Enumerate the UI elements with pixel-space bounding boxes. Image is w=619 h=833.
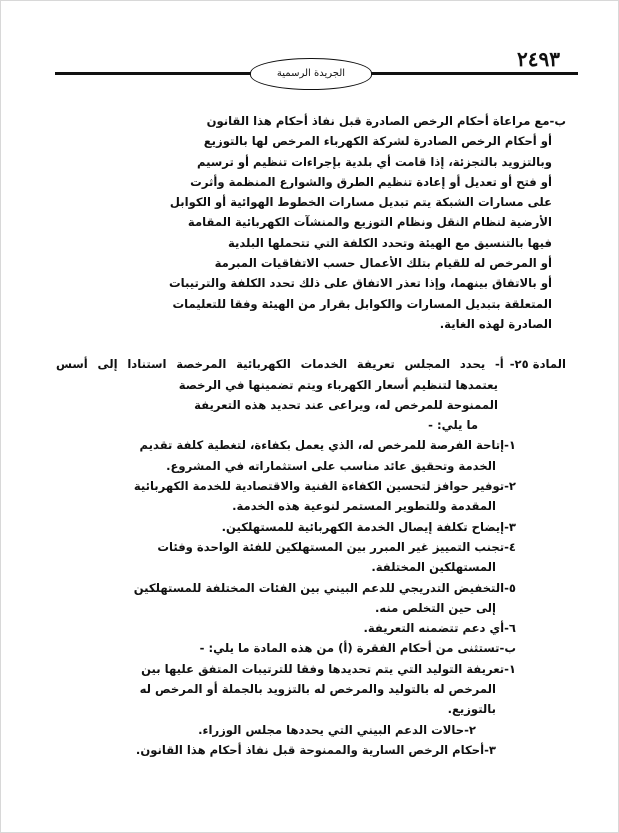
text-line: أو المرخص له للقيام بتلك الأعمال حسب الاتفاقيات المبرمة (214, 256, 552, 271)
section-b-paragraph (56, 111, 566, 334)
list-item-continuation: المستهلكين المختلفة. (371, 560, 496, 575)
text-line: وبالتزويد بالتجزئة، إذا قامت أي بلدية بإجراءات تنظيم أو ترسيم (197, 154, 552, 169)
text-line: على مسارات الشبكة يتم تبديل مسارات الخطوط الهوائية أو الكوابل (169, 195, 552, 210)
list-item: ٥-التخفيض التدريجي للدعم البيني بين الفئات المختلفة للمستهلكين (133, 580, 516, 595)
list-item-continuation: إلى حين التخلص منه. (375, 600, 496, 615)
article-25-list-a (56, 435, 566, 638)
list-item: ١-إتاحة الفرصة للمرخص له، الذي يعمل بكفاءة، لتغطية كلفة تقديم (139, 438, 516, 453)
text-line: الأرضية لنظام النقل ونظام التوزيع والمنشآت الكهربائية المقامة (187, 215, 552, 230)
text-line: فيها بالتنسيق مع الهيئة وتحدد الكلفة التي تتحملها البلدية (227, 235, 552, 250)
list-item: ٤-تجنب التمييز غير المبرر بين المستهلكين للفئة الواحدة وفئات (157, 539, 516, 554)
list-item-continuation: المرخص له بالتوليد والمرخص له بالتزويد بالجملة أو المرخص له (139, 682, 496, 697)
article-25-sub-b (56, 638, 566, 658)
list-item: ٦-أي دعم تتضمنه التعريفة. (363, 621, 516, 636)
text-line: أو فتح أو تعديل أو إعادة تنظيم الطرق والشوارع المنظمة وأثرت (190, 174, 552, 189)
text-line: ب-مع مراعاة أحكام الرخص الصادرة قبل نفاذ أحكام هذا القانون (206, 114, 566, 128)
article-number: المادة ٢٥- (509, 357, 566, 372)
list-item: ٢-حالات الدعم البيني التي يحددها مجلس الوزراء. (198, 722, 476, 737)
text-line: أ- يحدد المجلس تعريفة الخدمات الكهربائية المرخصة استنادا إلى أسس (56, 357, 504, 372)
list-item: ٢-توفير حوافز لتحسين الكفاءة الفنية والاقتصادية للخدمة الكهربائية (133, 479, 516, 494)
text-line: ما يلي: - (428, 418, 478, 433)
text-line: يعتمدها لتنظيم أسعار الكهرباء ويتم تضمينها في الرخصة (178, 377, 498, 392)
list-item: ١-تعريفة التوليد التي يتم تحديدها وفقا للترتيبات المتفق عليها بين (141, 661, 516, 676)
spacer (56, 334, 566, 354)
page-number: ٢٤٩٣ (517, 47, 560, 71)
list-item: ٣-إيضاح تكلفة إيصال الخدمة الكهربائية للمستهلكين. (221, 519, 516, 534)
text-line: أو أحكام الرخص الصادرة لشركة الكهرباء المرخص لها بالتوزيع (203, 134, 552, 149)
journal-name-badge: الجريدة الرسمية (250, 58, 372, 90)
text-line: الممنوحة للمرخص له، ويراعى عند تحديد هذه التعريفة (194, 397, 498, 412)
article-25-heading-line (56, 354, 566, 374)
text-line: الصادرة لهذه الغاية. (439, 316, 552, 331)
list-item: ٣-أحكام الرخص السارية والممنوحة قبل نفاذ أحكام هذا القانون. (135, 742, 496, 757)
article-25-intro (56, 375, 566, 436)
document-body (56, 111, 566, 760)
list-item-continuation: بالتوزيع. (447, 702, 496, 717)
list-item-continuation: الخدمة وتحقيق عائد مناسب على استثماراته في المشروع. (166, 458, 496, 473)
text-line: المتعلقة بتبديل المسارات والكوابل بقرار من الهيئة وفقا للتعليمات (172, 296, 552, 311)
text-line: أو بالاتفاق بينهما، وإذا تعذر الاتفاق على ذلك تحدد الكلفة والترتيبات (168, 276, 552, 291)
sub-section-intro: ب-تستثنى من أحكام الفقرة (أ) من هذه المادة ما يلي: - (199, 641, 516, 656)
list-item-continuation: المقدمة وللتطوير المستمر لنوعية هذه الخدمة. (232, 499, 496, 514)
article-25-list-b (56, 659, 566, 760)
